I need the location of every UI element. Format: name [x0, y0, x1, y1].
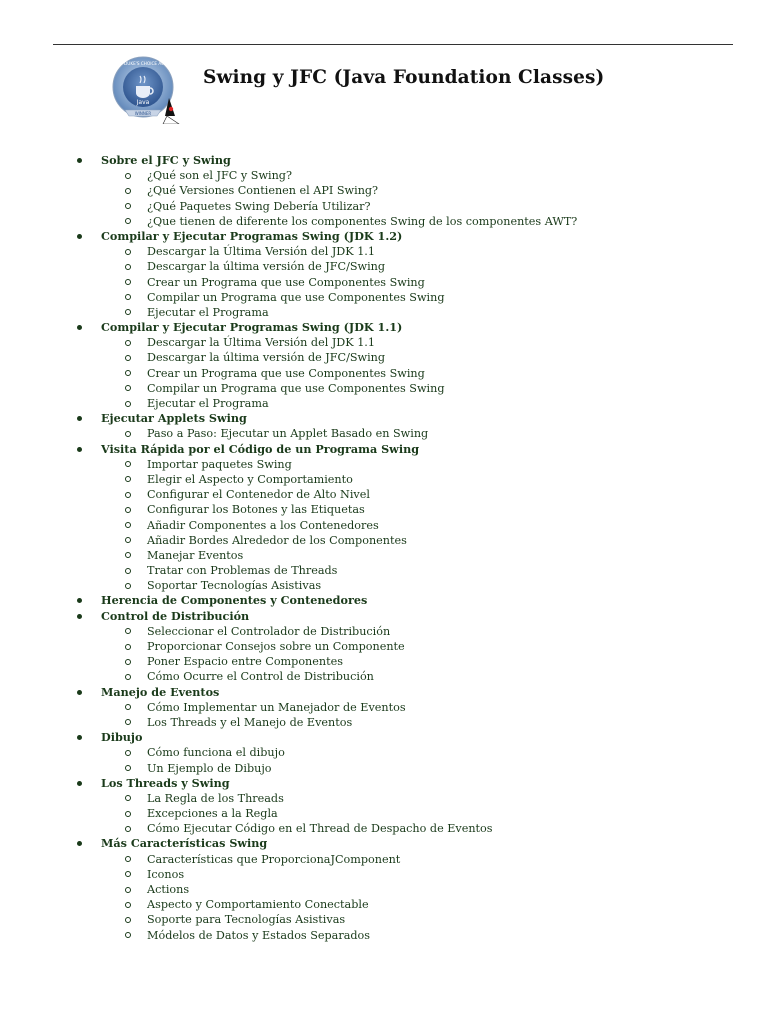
bullet-icon	[77, 234, 82, 239]
toc-item-label: ¿Qué son el JFC y Swing?	[147, 169, 292, 183]
bullet-icon	[77, 598, 82, 603]
document-header	[105, 54, 725, 126]
toc-item	[0, 426, 768, 441]
toc-item-label: Crear un Programa que use Componentes Swing	[147, 366, 425, 380]
toc-item	[0, 852, 768, 867]
toc-section	[0, 411, 768, 426]
toc-item-label: Elegir el Aspecto y Comportamiento	[147, 472, 353, 486]
toc-item	[0, 168, 768, 183]
toc-item-label: Iconos	[147, 867, 185, 881]
toc-item-label: Módelos de Datos y Estados Separados	[147, 928, 371, 942]
toc-item	[0, 487, 768, 502]
toc-item-label: Paso a Paso: Ejecutar un Applet Basado en Swing	[147, 427, 429, 441]
toc-item	[0, 791, 768, 806]
toc-section	[0, 685, 768, 700]
toc-item	[0, 275, 768, 290]
dukes-choice-award-logo	[105, 54, 185, 124]
toc-item-label: ¿Que tienen de diferente los componentes Swing de los componentes AWT?	[147, 214, 578, 228]
bullet-icon	[77, 614, 82, 619]
toc-item-label: Descargar la Última Versión del JDK 1.1	[147, 336, 375, 350]
toc-section-label: Control de Distribución	[101, 608, 250, 623]
toc-item-label: Excepciones a la Regla	[147, 807, 278, 821]
toc-item	[0, 548, 768, 563]
toc-item-label: Manejar Eventos	[147, 548, 244, 562]
circle-bullet-icon	[125, 279, 131, 285]
toc-item	[0, 578, 768, 593]
toc-item-label: Aspecto y Comportamiento Conectable	[147, 898, 369, 912]
toc-item	[0, 350, 768, 365]
toc-section-label: Los Threads y Swing	[101, 775, 230, 790]
circle-bullet-icon	[125, 264, 131, 270]
toc-section-label: Herencia de Componentes y Contenedores	[101, 593, 368, 608]
page-title: Swing y JFC (Java Foundation Classes)	[203, 67, 605, 88]
toc-item-label: La Regla de los Threads	[147, 791, 284, 805]
toc-item	[0, 806, 768, 821]
toc-item-label: Cómo Implementar un Manejador de Eventos	[147, 700, 406, 714]
toc-section	[0, 776, 768, 791]
toc-item-label: Descargar la última versión de JFC/Swing	[147, 260, 386, 274]
badge-ribbon-text: WINNER	[134, 111, 152, 116]
circle-bullet-icon	[125, 644, 131, 650]
toc-section-label: Sobre el JFC y Swing	[101, 153, 231, 167]
badge-ring-text: 2004 DUKE'S CHOICE AWARD	[112, 61, 174, 66]
toc-item	[0, 821, 768, 836]
circle-bullet-icon	[125, 795, 131, 801]
circle-bullet-icon	[125, 568, 131, 574]
toc-section	[0, 609, 768, 624]
toc-section	[0, 229, 768, 244]
circle-bullet-icon	[125, 249, 131, 255]
toc-item-label: Crear un Programa que use Componentes Swing	[147, 275, 425, 289]
toc-item	[0, 381, 768, 396]
circle-bullet-icon	[125, 902, 131, 908]
toc-item-label: Tratar con Problemas de Threads	[147, 564, 338, 578]
toc-item-label: Los Threads y el Manejo de Eventos	[147, 715, 353, 729]
toc-item-label: Proporcionar Consejos sobre un Componente	[147, 640, 405, 653]
circle-bullet-icon	[125, 659, 131, 665]
toc-item-label: Ejecutar el Programa	[147, 397, 269, 410]
circle-bullet-icon	[125, 309, 131, 315]
toc-section	[0, 593, 768, 608]
toc-item-label: ¿Qué Versiones Contienen el API Swing?	[147, 184, 379, 198]
toc-item	[0, 183, 768, 198]
toc-section	[0, 442, 768, 457]
circle-bullet-icon	[125, 704, 131, 710]
circle-bullet-icon	[125, 887, 131, 893]
toc-item-label: Soportar Tecnologías Asistivas	[147, 579, 322, 593]
circle-bullet-icon	[125, 537, 131, 543]
toc-item-label: Ejecutar el Programa	[147, 305, 269, 319]
toc-item	[0, 457, 768, 472]
toc-item	[0, 366, 768, 381]
toc-item	[0, 290, 768, 305]
toc-item	[0, 244, 768, 259]
toc-section-label: Más Características Swing	[101, 836, 268, 851]
circle-bullet-icon	[125, 522, 131, 528]
toc-section-label: Dibujo	[101, 730, 143, 745]
bullet-icon	[77, 325, 82, 330]
toc-item	[0, 335, 768, 350]
toc-section-label: Compilar y Ejecutar Programas Swing (JDK 1.2)	[101, 228, 403, 243]
toc-section	[0, 730, 768, 745]
bullet-icon	[77, 781, 82, 786]
circle-bullet-icon	[125, 492, 131, 498]
circle-bullet-icon	[125, 811, 131, 817]
circle-bullet-icon	[125, 294, 131, 300]
circle-bullet-icon	[125, 173, 131, 179]
toc-item-label: Cómo Ejecutar Código en el Thread de Despacho de Eventos	[147, 822, 493, 836]
toc-item	[0, 715, 768, 730]
circle-bullet-icon	[125, 719, 131, 725]
bullet-icon	[77, 690, 82, 695]
circle-bullet-icon	[125, 401, 131, 407]
circle-bullet-icon	[125, 932, 131, 938]
circle-bullet-icon	[125, 750, 131, 756]
circle-bullet-icon	[125, 856, 131, 862]
circle-bullet-icon	[125, 203, 131, 209]
circle-bullet-icon	[125, 385, 131, 391]
toc-item	[0, 472, 768, 487]
toc-item-label: Importar paquetes Swing	[147, 457, 292, 471]
circle-bullet-icon	[125, 583, 131, 589]
toc-item	[0, 518, 768, 533]
toc-item	[0, 533, 768, 548]
toc-item	[0, 305, 768, 320]
circle-bullet-icon	[125, 218, 131, 224]
toc-item	[0, 624, 768, 639]
circle-bullet-icon	[125, 340, 131, 346]
toc-item-label: Poner Espacio entre Componentes	[147, 655, 343, 669]
toc-item-label: Características que ProporcionaJComponent	[147, 852, 401, 866]
toc-item-label: Añadir Bordes Alrededor de los Componentes	[147, 533, 407, 547]
bullet-icon	[77, 158, 82, 163]
toc-item-label: Cómo funciona el dibujo	[147, 746, 285, 760]
toc-item-label: Soporte para Tecnologías Asistivas	[147, 913, 346, 927]
toc-item-label: Cómo Ocurre el Control de Distribución	[147, 670, 374, 684]
circle-bullet-icon	[125, 871, 131, 877]
circle-bullet-icon	[125, 552, 131, 558]
bullet-icon	[77, 416, 82, 421]
toc-item	[0, 563, 768, 578]
table-of-contents	[0, 153, 768, 943]
circle-bullet-icon	[125, 476, 131, 482]
toc-item-label: Compilar un Programa que use Componentes Swing	[147, 290, 445, 304]
toc-section-label: Compilar y Ejecutar Programas Swing (JDK 1.1)	[101, 320, 403, 335]
toc-section-label: Ejecutar Applets Swing	[101, 411, 247, 426]
toc-item-label: Descargar la última versión de JFC/Swing	[147, 351, 386, 365]
circle-bullet-icon	[125, 765, 131, 771]
toc-item-label: Seleccionar el Controlador de Distribución	[147, 624, 391, 638]
toc-item	[0, 502, 768, 517]
circle-bullet-icon	[125, 674, 131, 680]
circle-bullet-icon	[125, 461, 131, 467]
toc-item	[0, 654, 768, 669]
toc-item	[0, 745, 768, 760]
toc-item-label: Descargar la Última Versión del JDK 1.1	[147, 245, 375, 259]
toc-item-label: Configurar los Botones y las Etiquetas	[147, 503, 365, 517]
toc-item-label: Configurar el Contenedor de Alto Nivel	[147, 488, 370, 502]
toc-section	[0, 320, 768, 335]
toc-item	[0, 669, 768, 684]
toc-item	[0, 867, 768, 882]
toc-item	[0, 396, 768, 411]
circle-bullet-icon	[125, 431, 131, 437]
toc-section-label: Visita Rápida por el Código de un Programa Swing	[101, 441, 420, 456]
circle-bullet-icon	[125, 355, 131, 361]
toc-item	[0, 897, 768, 912]
toc-item	[0, 199, 768, 214]
bullet-icon	[77, 447, 82, 452]
circle-bullet-icon	[125, 826, 131, 832]
toc-item	[0, 761, 768, 776]
circle-bullet-icon	[125, 370, 131, 376]
circle-bullet-icon	[125, 507, 131, 513]
toc-item	[0, 912, 768, 927]
toc-item	[0, 882, 768, 897]
toc-section	[0, 153, 768, 168]
toc-item	[0, 700, 768, 715]
badge-center-text: Java	[136, 99, 150, 106]
circle-bullet-icon	[125, 188, 131, 194]
toc-item	[0, 639, 768, 654]
toc-item-label: Compilar un Programa que use Componentes Swing	[147, 381, 445, 395]
toc-item-label: Actions	[147, 883, 190, 896]
toc-item-label: Añadir Componentes a los Contenedores	[147, 518, 379, 532]
toc-item-label: ¿Qué Paquetes Swing Debería Utilizar?	[147, 199, 371, 213]
circle-bullet-icon	[125, 917, 131, 923]
toc-item	[0, 928, 768, 943]
bullet-icon	[77, 735, 82, 740]
bullet-icon	[77, 841, 82, 846]
toc-item	[0, 259, 768, 274]
top-rule	[53, 44, 733, 45]
toc-item-label: Un Ejemplo de Dibujo	[147, 761, 272, 775]
toc-item	[0, 214, 768, 229]
toc-section	[0, 836, 768, 851]
toc-section-label: Manejo de Eventos	[101, 684, 220, 699]
circle-bullet-icon	[125, 628, 131, 634]
